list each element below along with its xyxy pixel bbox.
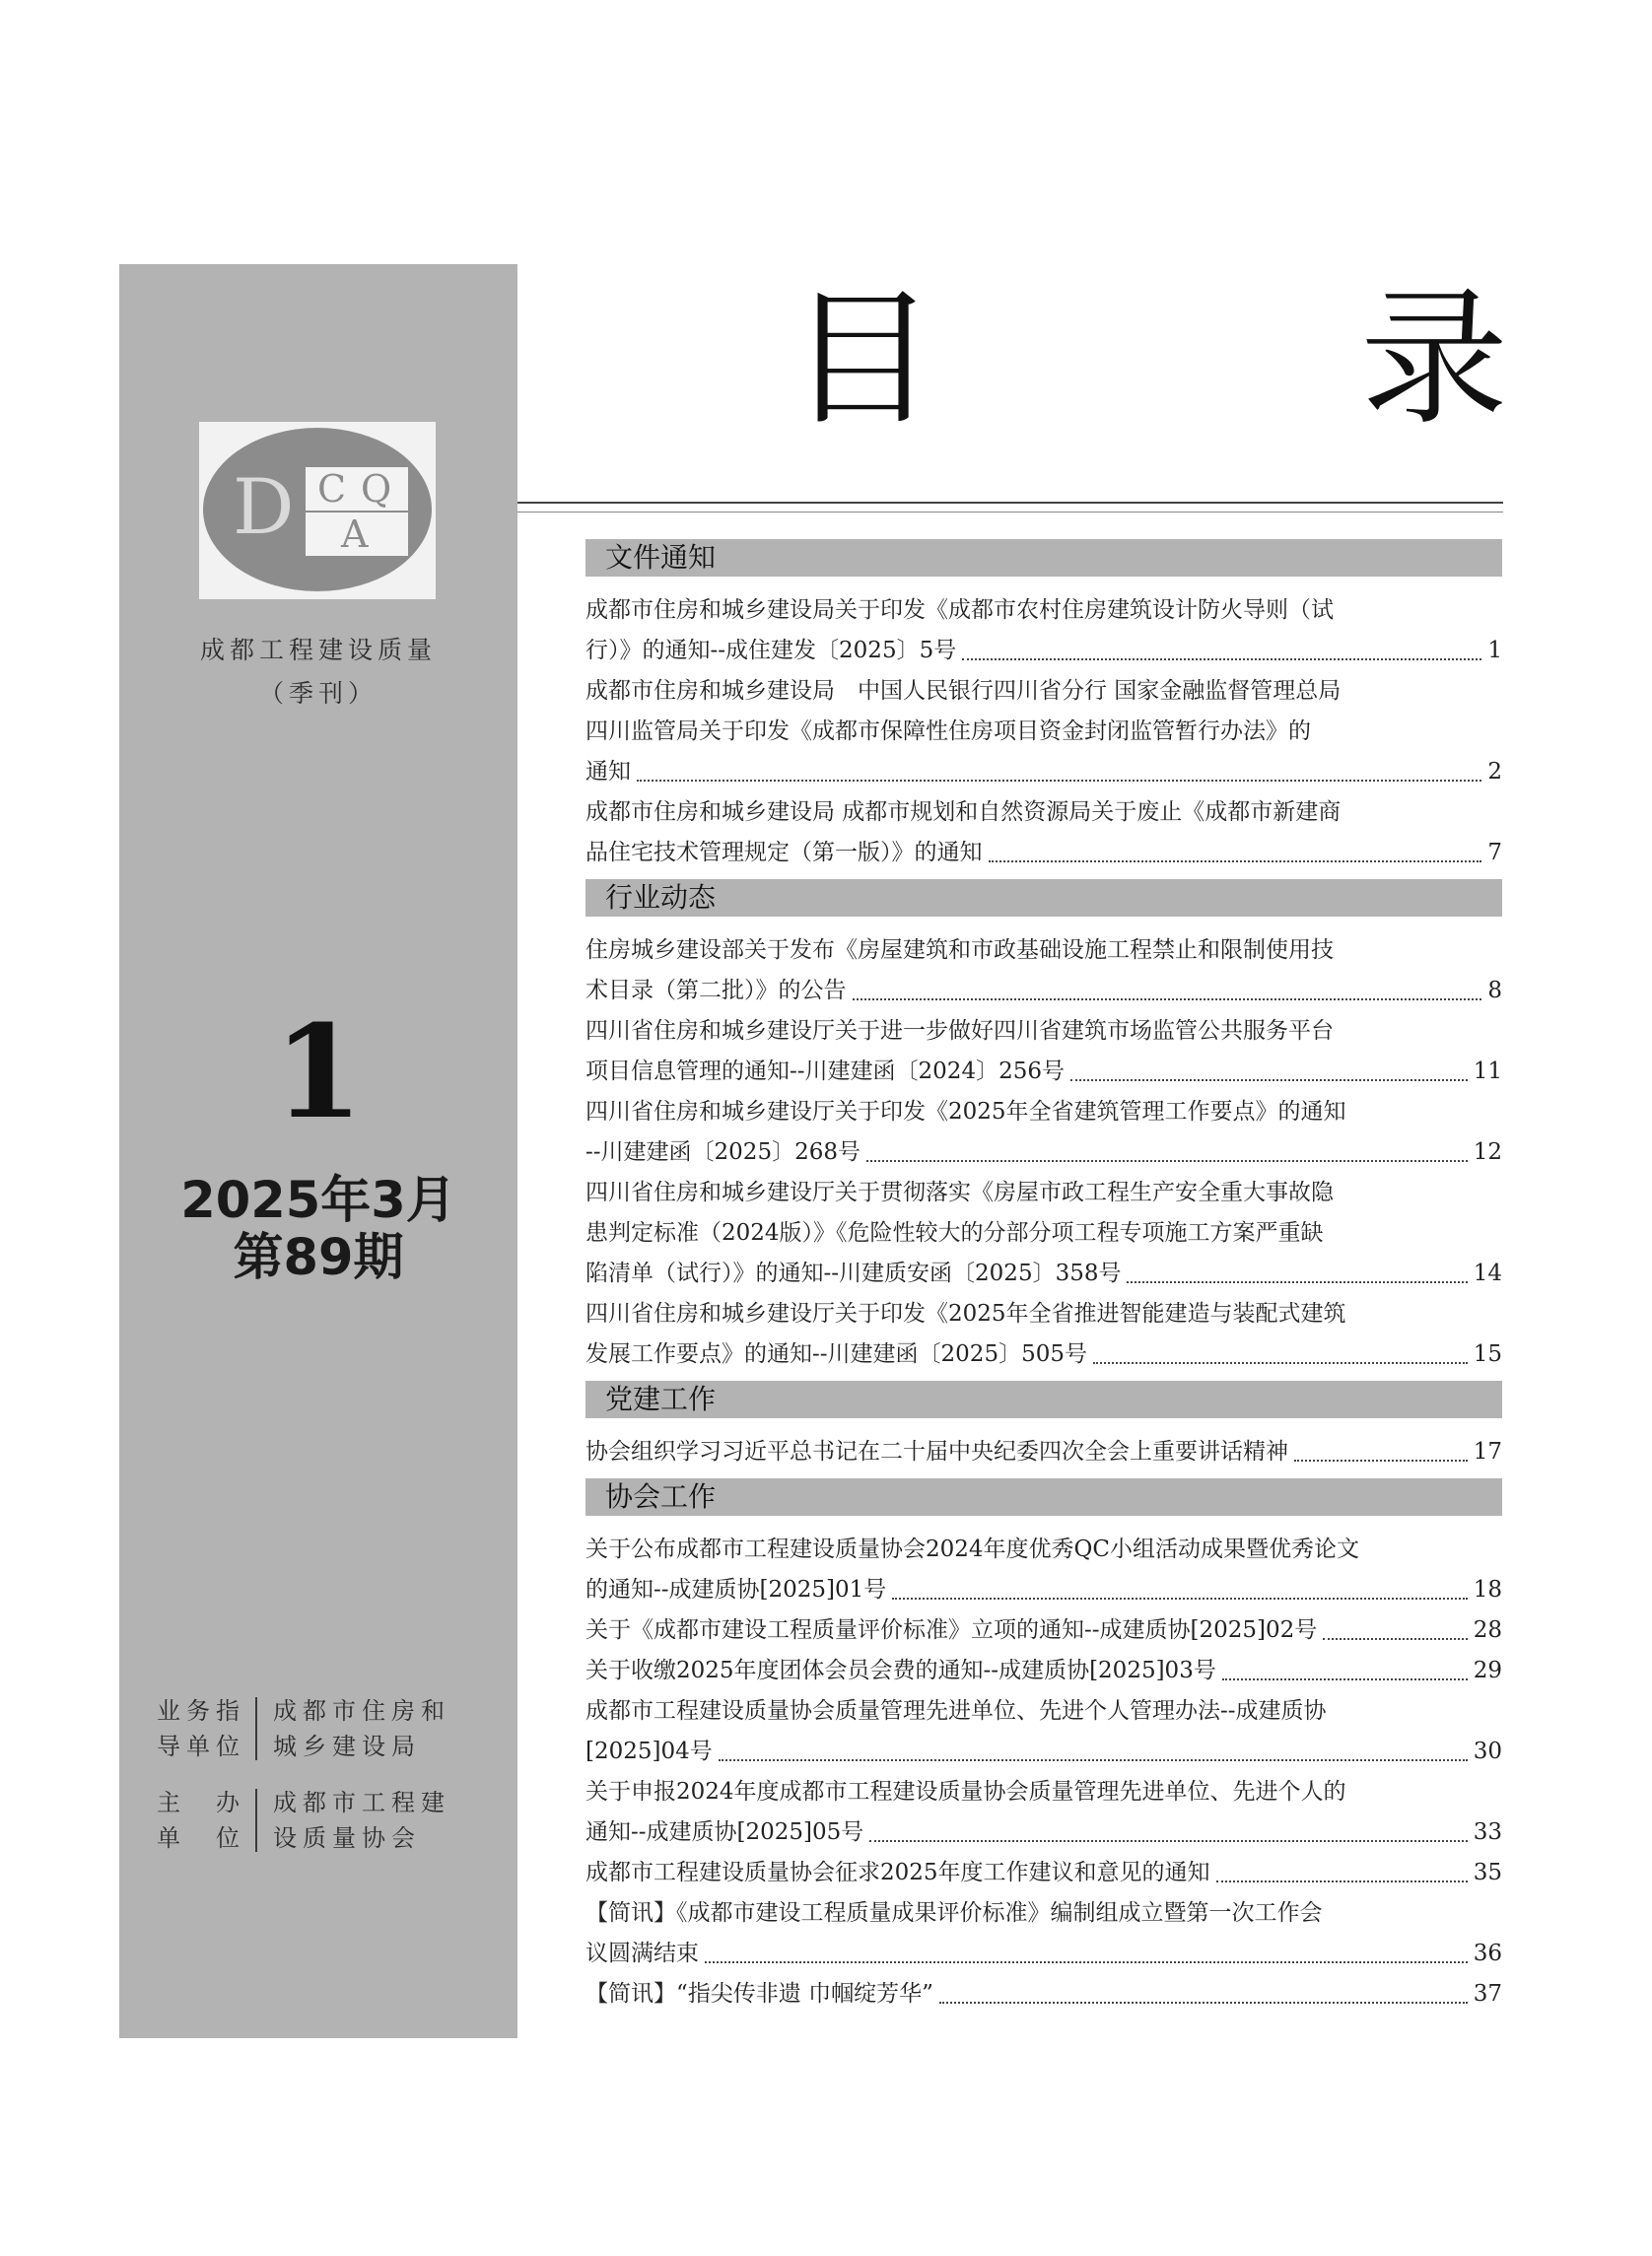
toc-entry-line <box>585 1213 1502 1254</box>
toc-page-number: 17 <box>1473 1439 1502 1465</box>
section-heading-label: 文件通知 <box>605 541 717 574</box>
toc-entry-text: 四川省住房和城乡建设厅关于印发《2025年全省推进智能建造与装配式建筑 <box>585 1301 1346 1327</box>
toc-entry-text: 成都市工程建设质量协会质量管理先进单位、先进个人管理办法--成建质协 <box>585 1698 1327 1724</box>
guide-value-2: 城乡建设局 <box>273 1733 421 1760</box>
toc-entry-text: 关于《成都市建设工程质量评价标准》立项的通知--成建质协[2025]02号 <box>585 1617 1318 1643</box>
toc-entry-text: 四川监管局关于印发《成都市保障性住房项目资金封闭监管暂行办法》的 <box>585 718 1311 744</box>
toc-entry-text: 陷清单（试行）》的通知--川建质安函〔2025〕358号 <box>585 1261 1122 1286</box>
toc-entry-line <box>585 1893 1502 1934</box>
toc-entry-line <box>585 1570 1502 1610</box>
toc-entry-text: 【简讯】“指尖传非遗 巾帼绽芳华” <box>585 1981 933 2007</box>
toc-entry[interactable] <box>585 671 1502 792</box>
host-divider <box>255 1789 257 1852</box>
toc-entry-text: 协会组织学习习近平总书记在二十届中央纪委四次全会上重要讲话精神 <box>585 1439 1288 1465</box>
toc-entry-text: 术目录（第二批）》的公告 <box>585 978 847 1003</box>
magazine-name-block <box>119 629 517 716</box>
toc-entry-line <box>585 1052 1502 1092</box>
toc-entry-line <box>585 1173 1502 1213</box>
toc-entry-text: 成都市住房和城乡建设局关于印发《成都市农村住房建筑设计防火导则（试 <box>585 597 1334 623</box>
leader-dots <box>1216 1853 1468 1882</box>
toc-entry[interactable] <box>585 1011 1502 1092</box>
toc-entry[interactable] <box>585 1893 1502 1974</box>
title-rule <box>517 502 1503 504</box>
toc-entry-line <box>585 833 1502 873</box>
toc-entry-text: 成都市住房和城乡建设局 成都市规划和自然资源局关于废止《成都市新建商 <box>585 799 1342 825</box>
section-heading <box>585 1478 1502 1516</box>
toc-entry-text: 四川省住房和城乡建设厅关于贯彻落实《房屋市政工程生产安全重大事故隐 <box>585 1180 1334 1205</box>
toc-entry-text: 发展工作要点》的通知--川建建函〔2025〕505号 <box>585 1341 1087 1367</box>
toc-entry-text: 成都市住房和城乡建设局 中国人民银行四川省分行 国家金融监督管理总局 <box>585 678 1342 704</box>
toc-entry[interactable] <box>585 1610 1502 1651</box>
toc-entry-text: 行）》的通知--成住建发〔2025〕5号 <box>585 638 957 663</box>
guide-label-1: 业务指 <box>157 1697 245 1725</box>
toc-entry-line <box>585 1853 1502 1893</box>
toc-entry-line <box>585 1432 1502 1472</box>
toc-entry-text: 通知 <box>585 759 631 785</box>
leader-dots <box>1294 1432 1468 1462</box>
leader-dots <box>1093 1334 1468 1364</box>
toc-entry[interactable] <box>585 1772 1502 1853</box>
section-heading <box>585 1381 1502 1418</box>
toc-entry-line <box>585 930 1502 971</box>
toc-page-number: 8 <box>1487 978 1502 1003</box>
toc-entry[interactable] <box>585 1853 1502 1893</box>
section-heading <box>585 539 1502 577</box>
toc-entry-text: 住房城乡建设部关于发布《房屋建筑和市政基础设施工程禁止和限制使用技 <box>585 937 1334 963</box>
toc-entry-text: 关于收缴2025年度团体会员会费的通知--成建质协[2025]03号 <box>585 1658 1216 1683</box>
page-title: 目 录 <box>789 274 1647 445</box>
issue-date: 2025年3月 <box>180 1172 456 1230</box>
toc-page-number: 30 <box>1473 1739 1502 1764</box>
toc-entry-text: 的通知--成建质协[2025]01号 <box>585 1577 887 1603</box>
toc-entry-text: 成都市工程建设质量协会征求2025年度工作建议和意见的通知 <box>585 1860 1210 1885</box>
leader-dots <box>637 752 1481 782</box>
toc-entry[interactable] <box>585 1092 1502 1173</box>
toc-entry-line <box>585 631 1502 671</box>
logo-letter-d: D <box>233 463 295 552</box>
toc-page-number: 7 <box>1487 840 1502 865</box>
toc-entry-line <box>585 1011 1502 1052</box>
section-heading-label: 行业动态 <box>605 881 717 914</box>
logo-letter-q: Q <box>361 467 392 511</box>
leader-dots <box>1323 1610 1467 1640</box>
toc-page-number: 28 <box>1473 1617 1502 1643</box>
toc-page-number: 33 <box>1473 1819 1502 1845</box>
toc-entry-line <box>585 1294 1502 1334</box>
toc-entry-line <box>585 1132 1502 1173</box>
leader-dots <box>853 971 1482 1000</box>
toc-page-number: 11 <box>1473 1059 1502 1084</box>
section-heading <box>585 879 1502 917</box>
toc-entry[interactable] <box>585 1651 1502 1691</box>
leader-dots <box>1070 1052 1468 1081</box>
toc-entry-line <box>585 1772 1502 1812</box>
toc-entry-line <box>585 1334 1502 1375</box>
toc-page-number: 36 <box>1473 1941 1502 1966</box>
toc-entry-line <box>585 1651 1502 1691</box>
toc-entry-line <box>585 752 1502 792</box>
logo-letter-a: A <box>341 513 369 556</box>
leader-dots <box>705 1934 1468 1963</box>
magazine-type: （季刊） <box>258 679 378 708</box>
toc-page-number: 35 <box>1473 1860 1502 1885</box>
section-heading-label: 党建工作 <box>605 1383 717 1415</box>
leader-dots <box>1127 1254 1467 1283</box>
toc-entry-line <box>585 1974 1502 2015</box>
toc-entry-text: 【简讯】《成都市建设工程质量成果评价标准》编制组成立暨第一次工作会 <box>585 1900 1323 1926</box>
toc-entry-text: 关于公布成都市工程建设质量协会2024年度优秀QC小组活动成果暨优秀论文 <box>585 1537 1359 1562</box>
toc-entry-line <box>585 1732 1502 1772</box>
toc-entry-text: 患判定标准（2024版）》《危险性较大的分部分项工程专项施工方案严重缺 <box>585 1220 1324 1246</box>
leader-dots <box>892 1570 1467 1600</box>
toc-entry[interactable] <box>585 590 1502 671</box>
toc-entry-text: 关于申报2024年度成都市工程建设质量协会质量管理先进单位、先进个人的 <box>585 1779 1346 1805</box>
toc-entry-text: 议圆满结束 <box>585 1941 699 1966</box>
table-of-contents <box>585 533 1502 2015</box>
guide-divider <box>255 1697 257 1760</box>
toc-entry-text: 四川省住房和城乡建设厅关于印发《2025年全省建筑管理工作要点》的通知 <box>585 1099 1346 1125</box>
toc-entry-line <box>585 1530 1502 1570</box>
toc-entry-line <box>585 590 1502 631</box>
toc-entry[interactable] <box>585 1432 1502 1472</box>
leader-dots <box>866 1132 1468 1162</box>
leader-dots <box>869 1812 1467 1842</box>
toc-entry-line <box>585 671 1502 712</box>
toc-entry-text: [2025]04号 <box>585 1739 713 1764</box>
issue-period: 第89期 <box>233 1229 404 1287</box>
leader-dots <box>719 1732 1468 1761</box>
toc-entry-text: 品住宅技术管理规定（第一版）》的通知 <box>585 840 983 865</box>
toc-entry-line <box>585 712 1502 752</box>
toc-page-number: 12 <box>1473 1139 1502 1165</box>
issue-date-block <box>119 1173 517 1287</box>
toc-page-number: 29 <box>1473 1658 1502 1683</box>
toc-entry[interactable] <box>585 1173 1502 1294</box>
sidebar <box>119 264 517 2038</box>
toc-entry-line <box>585 1934 1502 1974</box>
toc-page-number: 2 <box>1487 759 1502 785</box>
logo <box>199 422 436 599</box>
toc-page-number: 37 <box>1473 1981 1502 2007</box>
toc-entry-text: 四川省住房和城乡建设厅关于进一步做好四川省建筑市场监管公共服务平台 <box>585 1018 1334 1044</box>
logo-ellipse <box>203 428 432 591</box>
toc-entry-line <box>585 1092 1502 1132</box>
toc-page-number: 1 <box>1487 638 1502 663</box>
toc-entry-line <box>585 1812 1502 1853</box>
title-rule-thin <box>517 512 1503 513</box>
toc-entry-text: 通知--成建质协[2025]05号 <box>585 1819 864 1845</box>
toc-entry[interactable] <box>585 1530 1502 1610</box>
toc-entry[interactable] <box>585 792 1502 873</box>
toc-entry-text: 项目信息管理的通知--川建建函〔2024〕256号 <box>585 1059 1065 1084</box>
issue-number: 1 <box>273 996 364 1147</box>
logo-letter-c: C <box>317 467 347 511</box>
leader-dots <box>962 631 1481 660</box>
host-value-2: 设质量协会 <box>273 1824 421 1852</box>
logo-box <box>306 467 408 556</box>
toc-page-number: 14 <box>1473 1261 1502 1286</box>
toc-entry[interactable] <box>585 1294 1502 1375</box>
leader-dots <box>1222 1651 1468 1680</box>
magazine-name: 成都工程建设质量 <box>199 636 437 664</box>
guide-value-1: 成都市住房和 <box>273 1697 450 1725</box>
leader-dots <box>939 1974 1468 2004</box>
host-value-1: 成都市工程建 <box>273 1789 450 1816</box>
toc-entry[interactable] <box>585 1691 1502 1772</box>
toc-entry[interactable] <box>585 1974 1502 2015</box>
guide-label-2: 导单位 <box>157 1733 245 1760</box>
host-label-2: 单 位 <box>157 1824 245 1852</box>
host-label-1: 主 办 <box>157 1789 245 1816</box>
toc-entry-line <box>585 1691 1502 1732</box>
section-heading-label: 协会工作 <box>605 1480 717 1513</box>
toc-entry-line <box>585 1254 1502 1294</box>
toc-entry-line <box>585 792 1502 833</box>
toc-page-number: 18 <box>1473 1577 1502 1603</box>
leader-dots <box>989 833 1482 862</box>
toc-entry-line <box>585 971 1502 1011</box>
toc-entry-text: --川建建函〔2025〕268号 <box>585 1139 860 1165</box>
toc-entry-line <box>585 1610 1502 1651</box>
toc-page-number: 15 <box>1473 1341 1502 1367</box>
toc-entry[interactable] <box>585 930 1502 1011</box>
